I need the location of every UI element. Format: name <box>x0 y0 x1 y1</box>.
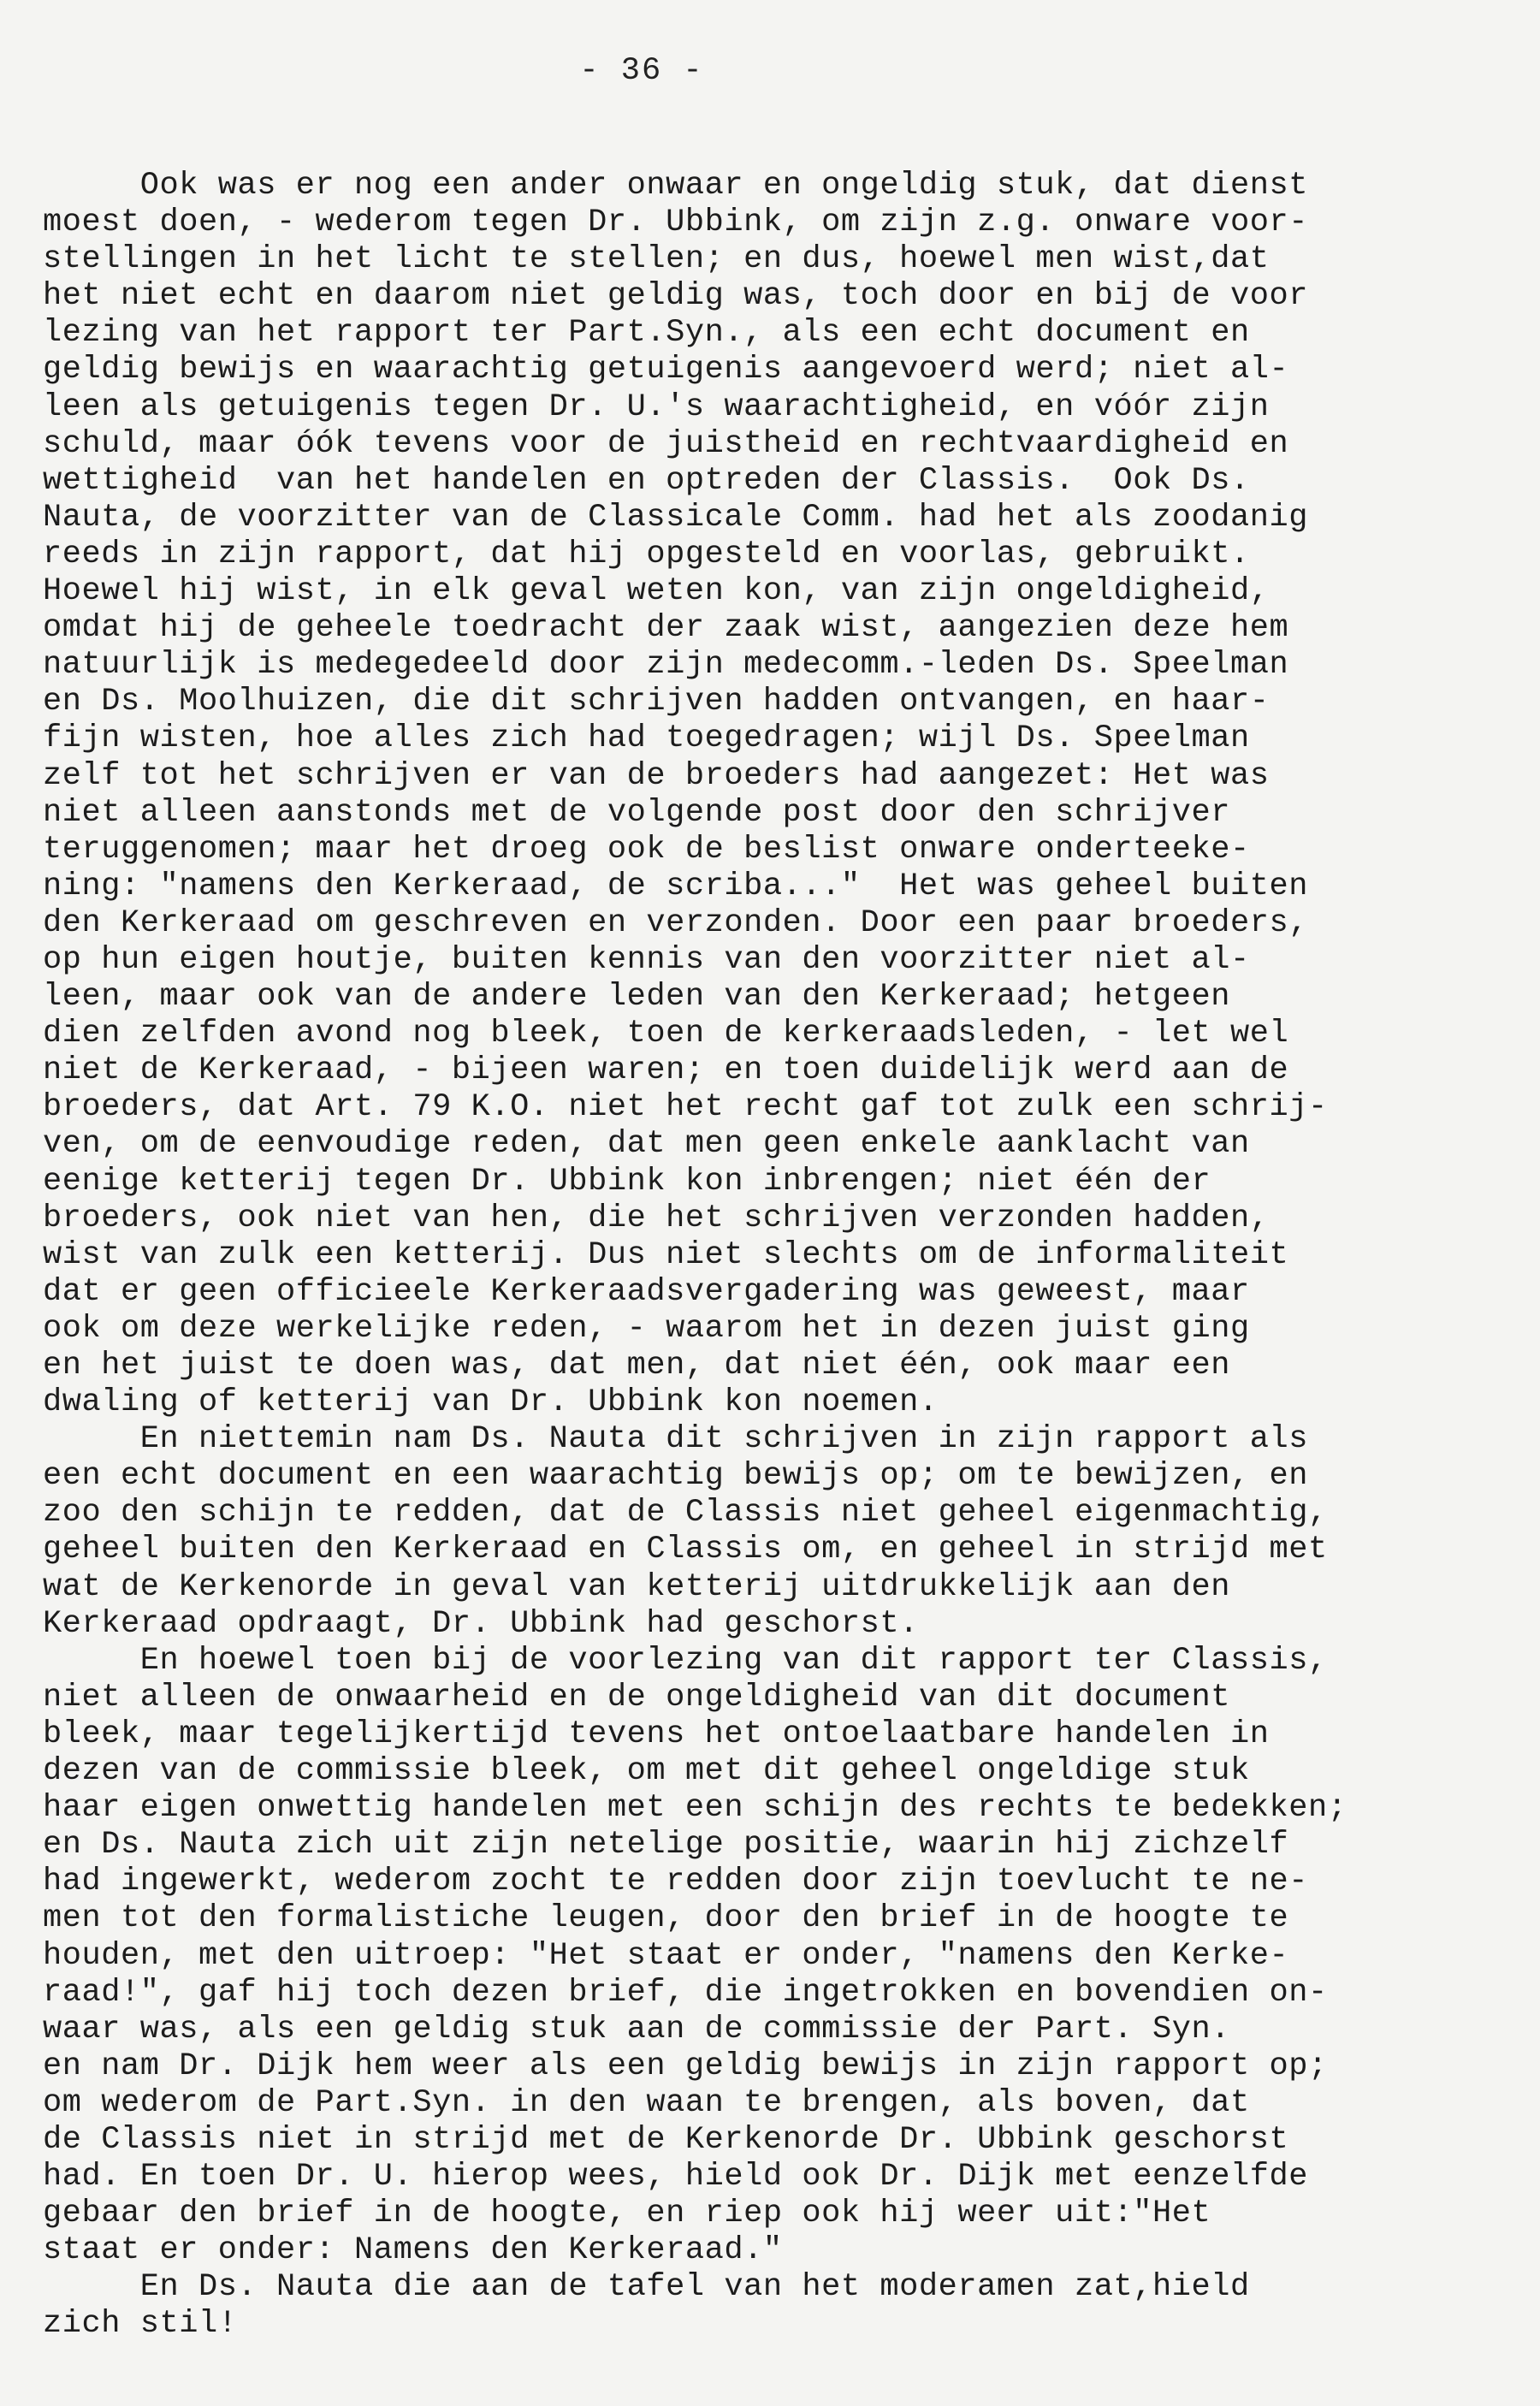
text-line: ven, om de eenvoudige reden, dat men geen enkele aanklacht van <box>43 1126 1250 1163</box>
text-line: wist van zulk een ketterij. Dus niet slechts om de informaliteit <box>43 1236 1289 1273</box>
text-line: wettigheid van het handelen en optreden der Classis. Ook Ds. <box>43 462 1250 499</box>
text-line: fijn wisten, hoe alles zich had toegedragen; wijl Ds. Speelman <box>43 720 1250 757</box>
text-line: den Kerkeraad om geschreven en verzonden. Door een paar broeders, <box>43 904 1308 941</box>
text-line: wat de Kerkenorde in geval van ketterij uitdrukkelijk aan den <box>43 1568 1230 1605</box>
text-line: stellingen in het licht te stellen; en dus, hoewel men wist,dat <box>43 241 1270 278</box>
document-body <box>43 168 1506 2344</box>
text-line: waar was, als een geldig stuk aan de commissie der Part. Syn. <box>43 2011 1230 2047</box>
text-line: de Classis niet in strijd met de Kerkenorde Dr. Ubbink geschorst <box>43 2121 1289 2158</box>
text-line: zich stil! <box>43 2306 238 2343</box>
text-line: omdat hij de geheele toedracht der zaak wist, aangezien deze hem <box>43 610 1289 647</box>
text-line: geheel buiten den Kerkeraad en Classis om, en geheel in strijd met <box>43 1532 1328 1568</box>
text-line: staat er onder: Namens den Kerkeraad." <box>43 2232 783 2269</box>
text-line: ning: "namens den Kerkeraad, de scriba..." Het was geheel buiten <box>43 868 1308 904</box>
text-line: natuurlijk is medegedeeld door zijn medecomm.-leden Ds. Speelman <box>43 647 1289 684</box>
text-line: zoo den schijn te redden, dat de Classis niet geheel eigenmachtig, <box>43 1495 1328 1532</box>
text-line: had ingewerkt, wederom zocht te redden door zijn toevlucht te ne- <box>43 1864 1308 1900</box>
text-line: het niet echt en daarom niet geldig was, toch door en bij de voor <box>43 278 1308 315</box>
text-line: en nam Dr. Dijk hem weer als een geldig bewijs in zijn rapport op; <box>43 2047 1328 2084</box>
text-line: moest doen, - wederom tegen Dr. Ubbink, om zijn z.g. onware voor- <box>43 204 1308 241</box>
text-line: broeders, dat Art. 79 K.O. niet het recht gaf tot zulk een schrij- <box>43 1089 1328 1126</box>
page-number: - 36 - <box>579 53 704 89</box>
text-line: leen als getuigenis tegen Dr. U.'s waarachtigheid, en vóór zijn <box>43 388 1270 425</box>
text-line: raad!", gaf hij toch dezen brief, die ingetrokken en bovendien on- <box>43 1974 1328 2011</box>
text-line: leen, maar ook van de andere leden van den Kerkeraad; hetgeen <box>43 979 1230 1016</box>
text-line: ook om deze werkelijke reden, - waarom het in dezen juist ging <box>43 1310 1250 1347</box>
text-line: schuld, maar óók tevens voor de juistheid en rechtvaardigheid en <box>43 425 1289 462</box>
text-line: Kerkeraad opdraagt, Dr. Ubbink had geschorst. <box>43 1605 919 1642</box>
text-line: Nauta, de voorzitter van de Classicale Comm. had het als zoodanig <box>43 499 1308 536</box>
text-line: En Ds. Nauta die aan de tafel van het moderamen zat,hield <box>43 2269 1250 2306</box>
text-line: een echt document en een waarachtig bewijs op; om te bewijzen, en <box>43 1458 1308 1495</box>
text-line: en het juist te doen was, dat men, dat niet één, ook maar een <box>43 1348 1230 1384</box>
text-line: houden, met den uitroep: "Het staat er onder, "namens den Kerke- <box>43 1937 1289 1974</box>
text-line: haar eigen onwettig handelen met een schijn des rechts te bedekken; <box>43 1790 1348 1827</box>
text-line: en Ds. Nauta zich uit zijn netelige positie, waarin hij zichzelf <box>43 1827 1289 1864</box>
text-line: niet alleen aanstonds met de volgende post door den schrijver <box>43 794 1230 831</box>
text-line: lezing van het rapport ter Part.Syn., als een echt document en <box>43 315 1250 352</box>
text-line: dwaling of ketterij van Dr. Ubbink kon noemen. <box>43 1384 939 1421</box>
text-line: men tot den formalistiche leugen, door den brief in de hoogte te <box>43 1900 1289 1937</box>
text-line: zelf tot het schrijven er van de broeders had aangezet: Het was <box>43 757 1270 794</box>
text-line: niet alleen de onwaarheid en de ongeldigheid van dit document <box>43 1679 1230 1716</box>
text-line: had. En toen Dr. U. hierop wees, hield ook Dr. Dijk met eenzelfde <box>43 2159 1308 2196</box>
text-line: dat er geen officieele Kerkeraadsvergadering was geweest, maar <box>43 1273 1250 1310</box>
text-line: En hoewel toen bij de voorlezing van dit rapport ter Classis, <box>43 1642 1328 1679</box>
text-line: dien zelfden avond nog bleek, toen de kerkeraadsleden, - let wel <box>43 1016 1289 1052</box>
text-line: om wederom de Part.Syn. in den waan te brengen, als boven, dat <box>43 2084 1250 2121</box>
text-line: gebaar den brief in de hoogte, en riep ook hij weer uit:"Het <box>43 2196 1211 2232</box>
text-line: niet de Kerkeraad, - bijeen waren; en toen duidelijk werd aan de <box>43 1052 1289 1089</box>
text-line: Ook was er nog een ander onwaar en ongeldig stuk, dat dienst <box>43 168 1308 204</box>
text-line: Hoewel hij wist, in elk geval weten kon, van zijn ongeldigheid, <box>43 573 1270 610</box>
text-line: broeders, ook niet van hen, die het schrijven verzonden hadden, <box>43 1200 1270 1236</box>
text-line: bleek, maar tegelijkertijd tevens het ontoelaatbare handelen in <box>43 1716 1270 1752</box>
text-line: teruggenomen; maar het droeg ook de beslist onware onderteeke- <box>43 831 1250 868</box>
text-line: dezen van de commissie bleek, om met dit geheel ongeldige stuk <box>43 1753 1250 1790</box>
text-line: en Ds. Moolhuizen, die dit schrijven hadden ontvangen, en haar- <box>43 684 1270 720</box>
text-line: geldig bewijs en waarachtig getuigenis aangevoerd werd; niet al- <box>43 352 1289 388</box>
text-line: eenige ketterij tegen Dr. Ubbink kon inbrengen; niet één der <box>43 1163 1211 1200</box>
text-line: op hun eigen houtje, buiten kennis van den voorzitter niet al- <box>43 941 1250 978</box>
text-line: reeds in zijn rapport, dat hij opgesteld en voorlas, gebruikt. <box>43 536 1250 572</box>
text-line: En niettemin nam Ds. Nauta dit schrijven in zijn rapport als <box>43 1421 1308 1458</box>
